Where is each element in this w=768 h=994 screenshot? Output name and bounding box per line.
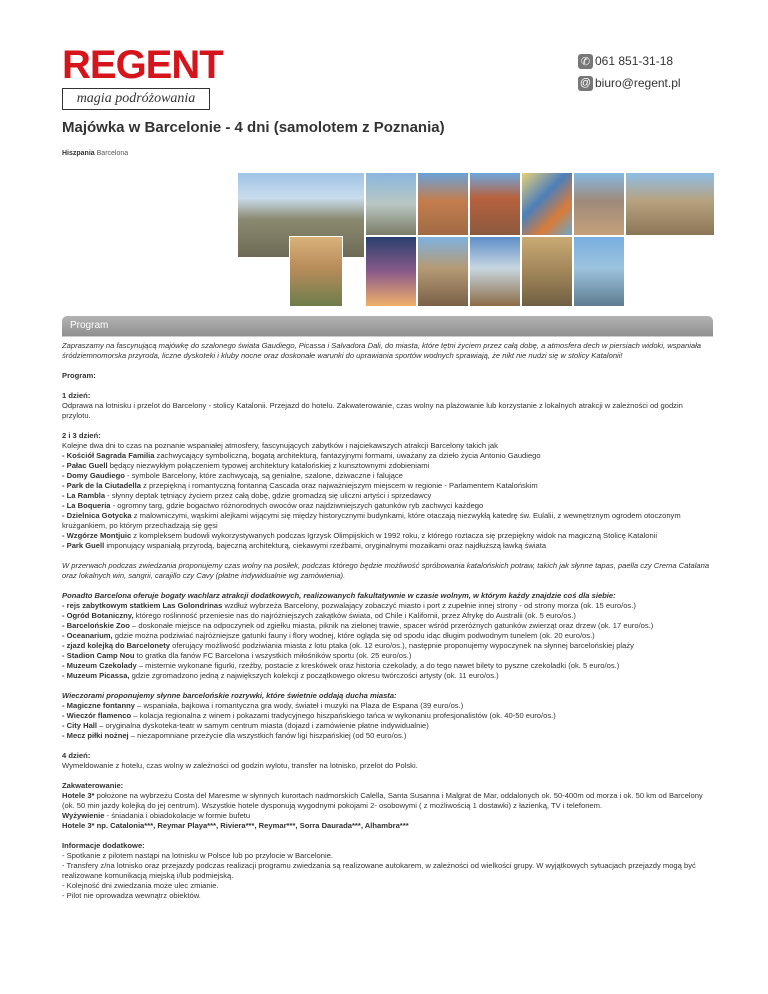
attraction-name: - Dzielnica Gotycka	[62, 511, 132, 520]
page-title: Majówka w Barcelonie - 4 dni (samolotem z Poznania)	[62, 119, 445, 136]
gallery-photo-sagrada[interactable]	[625, 172, 715, 236]
evening-item	[62, 731, 406, 740]
extra-attractions	[62, 591, 712, 681]
phone-row	[578, 52, 681, 70]
attraction-name: - Wzgórze Montjuic	[62, 531, 132, 540]
contact-box	[578, 52, 681, 96]
attraction-name: - La Boqueria	[62, 501, 111, 510]
gallery-photo-arc[interactable]	[469, 172, 521, 236]
attraction-item	[62, 471, 403, 480]
extra-name: - Muzeum Czekolady	[62, 661, 137, 670]
extra-text: oferujący możliwość podziwiania miasta z lotu ptaka (ok. 12 euro/os.), następnie proponujemy wypoczynek na słynnej barcelońskiej plaży	[170, 641, 634, 650]
extra-name: - Ogród Botaniczny,	[62, 611, 134, 620]
hotel-label: Hotele 3*	[62, 791, 95, 800]
breadcrumb	[62, 150, 128, 157]
accommodation-label: Zakwaterowanie:	[62, 781, 124, 790]
info-item: - Spotkanie z pilotem nastąpi na lotnisku w Polsce lub po przylocie w Barcelonie.	[62, 851, 333, 860]
attraction-text: - ogromny targ, gdzie bogactwo różnorodnych owoców oraz najdziwniejszych gatunków ryb zachwyci każdego	[110, 501, 484, 510]
attraction-name: - Kościół Sagrada Familia	[62, 451, 155, 460]
extra-item	[62, 661, 619, 670]
extra-name: - Stadion Camp Nou	[62, 651, 135, 660]
attraction-name: - Park de la Ciutadella	[62, 481, 141, 490]
extra-text: gdzie zgromadzono jedną z największych kolekcji z początkowego okresu twórczości artysty (ok. 11 euro/os.)	[129, 671, 499, 680]
attraction-item	[62, 501, 483, 510]
attraction-item	[62, 481, 538, 490]
gallery-photo-mosaic[interactable]	[521, 172, 573, 236]
evening-text: – wspaniała, bajkowa i romantyczna gra wody, świateł i muzyki na Plaza de Espana (39 euro/os.)	[135, 701, 464, 710]
extra-item	[62, 631, 595, 640]
attraction-text: z malowniczymi, wąskimi alejkami wijącymi się między historycznymi budynkami, które otaczają niezwykłą katedrę św. Eulalii, z wewnętrznym ogrodem otoczonym krużgankiem, po którym przechadzają się gęsi	[62, 511, 681, 530]
attraction-item	[62, 451, 541, 460]
day-1-label: 1 dzień:	[62, 391, 91, 400]
extra-name: - rejs zabytkowym statkiem Las Golondrinas	[62, 601, 223, 610]
program-label: Program:	[62, 371, 96, 380]
info-item: - Pilot nie oprowadza wewnątrz obiektów.	[62, 891, 201, 900]
info-label: Informacje dodatkowe:	[62, 841, 145, 850]
at-icon: @	[579, 77, 592, 89]
evening-item	[62, 701, 463, 710]
gallery-photo-street[interactable]	[521, 236, 573, 307]
day-4	[62, 751, 712, 771]
evening-name: - Mecz piłki nożnej	[62, 731, 129, 740]
attraction-name: - La Rambla	[62, 491, 106, 500]
attraction-name: - Pałac Guell	[62, 461, 108, 470]
phone-number[interactable]: 061 851-31-18	[595, 54, 674, 68]
day-4-text: Wymeldowanie z hotelu, czas wolny w zależności od godzin wylotu, transfer na lotnisko, przelot do Polski.	[62, 761, 418, 770]
extra-name: - Muzeum Picassa,	[62, 671, 130, 680]
evening-item	[62, 711, 556, 720]
hotel-text: położone na wybrzeżu Costa del Maresme w słynnych kurortach nadmorskich Calella, Santa Susanna i Malgrat de Mar, oddalonych ok. 50-400m od morza i ok. 50 km od Barcelony (ok. 50 min jazdy kolejką do jej centrum). Wszystkie hotele dysponują wygodnymi pokojami 2- osobowymi ( z możliwością 1 dostawki) z łazienką, TV i telefonem.	[62, 791, 703, 810]
extra-text: to gratka dla fanów FC Barcelona i wszystkich miłośników sportu (ok. 25 euro/os.)	[134, 651, 412, 660]
gallery-photo-hospital[interactable]	[417, 172, 469, 236]
hotel-examples: Hotele 3* np. Catalonia***, Reymar Playa***, Riviera***, Reymar***, Sorra Daurada***, Alhambra***	[62, 821, 409, 830]
day-1-text: Odprawa na lotnisku i przelot do Barcelony - stolicy Katalonii. Przejazd do hotelu. Zakwaterowanie, czas wolny na plażowanie lub korzystanie z lokalnych atrakcji w zależności od godzin przylotu.	[62, 401, 683, 420]
logo-tagline: magia podróżowania	[62, 88, 210, 110]
breadcrumb-city[interactable]: Barcelona	[96, 150, 129, 157]
info-item: - Kolejność dni zwiedzania może ulec zmianie.	[62, 881, 219, 890]
extra-text: – doskonałe miejsce na odpoczynek od zgiełku miasta, piknik na zielonej trawie, spacer wśród przeróżnych gatunków zwierząt oraz drzew (ok. 17 euro/os.)	[129, 621, 654, 630]
program-header[interactable]: Program	[62, 316, 713, 336]
gallery-photo-port[interactable]	[573, 236, 625, 307]
day-1	[62, 391, 712, 421]
intro-text: Zapraszamy na fascynującą majówkę do szalonego świata Gaudiego, Picassa i Salvadora Dali, do miasta, które tętni życiem przez całą dobę, a atmosfera dech w piersiach widoki, wspaniała śródziemnomorska przyroda, liczne dyskoteki i kluby nocne oraz doskonałe warunki do uprawiania sportów wodnych sprawiają, że nikt nie nudzi się w stolicy Katalonii!	[62, 341, 702, 360]
attraction-text: z przepiękną i romantyczną fontanną Cascada oraz najważniejszym miejscem w regionie - Parlamentem Katalońskim	[140, 481, 538, 490]
photo-gallery	[237, 172, 715, 307]
extra-heading: Ponadto Barcelona oferuje bogaty wachlarz atrakcji dodatkowych, realizowanych fakultatywnie w czasie wolnym, w którym każdy znajdzie coś dla siebie:	[62, 591, 616, 600]
evening-item	[62, 721, 429, 730]
food-text: - śniadania i obiadokolacje w formie bufetu	[104, 811, 251, 820]
day-2-3	[62, 431, 712, 551]
gallery-photo-night[interactable]	[365, 236, 417, 307]
free-time-text: W przerwach podczas zwiedzania proponujemy czas wolny na posiłek, podczas którego będzie możliwość spróbowania katalońskich potraw, takich jak słynne tapas, paella czy Crema Catalana oraz lokalnych win, sangrii, carajillo czy Cavy (płatne indywidualnie wg zamówienia).	[62, 561, 710, 580]
day-4-label: 4 dzień:	[62, 751, 91, 760]
gallery-photo-cathedral[interactable]	[417, 236, 469, 307]
evening-name: - Wieczór flamenco	[62, 711, 132, 720]
extra-item	[62, 611, 576, 620]
evening-heading: Wieczorami proponujemy słynne barcelońskie rozrywki, które świetnie oddają ducha miasta:	[62, 691, 397, 700]
evening-text: – niezapomniane przeżycie dla wszystkich fanów ligi hiszpańskiej (od 50 euro/os.)	[128, 731, 407, 740]
breadcrumb-country[interactable]: Hiszpania	[62, 150, 95, 157]
extra-item	[62, 641, 634, 650]
email-row	[578, 74, 681, 92]
extra-name: - Oceanarium,	[62, 631, 113, 640]
extra-text: gdzie można podziwiać najróżniejsze gatunki fauny i flory wodnej, które ogląda się od spodu idąc długim podwodnym tunelem (ok. 20 euro/os.)	[112, 631, 595, 640]
accommodation	[62, 781, 712, 831]
evening-text: – oryginalna dyskoteka-teatr w samym centrum miasta (dojazd i zamówienie płatne indywidualnie)	[97, 721, 429, 730]
attraction-text: zachwycający symboliczną, bogatą architekturą, fantazyjnymi formami, uważany za dzieło życia Antonio Gaudiego	[154, 451, 541, 460]
extra-name: - zjazd kolejką do Barcelonety	[62, 641, 171, 650]
attraction-name: - Park Guell	[62, 541, 105, 550]
extra-name: - Barcelońskie Zoo	[62, 621, 130, 630]
extra-text: wzdłuż wybrzeża Barcelony, pozwalający zobaczyć miasto i port z zupełnie innej strony - od strony morza (ok. 15 euro/os.)	[222, 601, 636, 610]
attraction-item	[62, 491, 431, 500]
extra-item	[62, 621, 653, 630]
gallery-photo-guell-house[interactable]	[573, 172, 625, 236]
regent-logo[interactable]	[62, 43, 223, 110]
evening-entertainment	[62, 691, 712, 741]
attraction-name: - Domy Gaudiego	[62, 471, 125, 480]
food-label: Wyżywienie	[62, 811, 105, 820]
day-2-3-intro: Kolejne dwa dni to czas na poznanie wspaniałej atmosfery, fascynujących zabytków i najciekawszych atrakcji Barcelony takich jak	[62, 441, 498, 450]
attraction-item	[62, 461, 429, 470]
evening-name: - Magiczne fontanny	[62, 701, 135, 710]
attraction-item	[62, 511, 681, 530]
gallery-photo-panorama[interactable]	[365, 172, 417, 236]
attraction-text: - symbole Barcelony, które zachwycają, są genialne, szalone, dziwaczne i falujące	[124, 471, 403, 480]
attraction-item	[62, 541, 546, 550]
additional-info	[62, 841, 712, 901]
phone-icon: ✆	[578, 54, 593, 69]
extra-text: – misternie wykonane figurki, rzeźby, postacie z kreskówek oraz historia czekolady, a do tego nawet bilety to pyszne czekoladki (ok. 5 euro/os.)	[136, 661, 620, 670]
evening-name: - City Hall	[62, 721, 98, 730]
evening-text: – kolacja regionalna z winem i pokazami tradycyjnego hiszpańskiego tańca w wykonaniu profesjonalistów (ok. 40-50 euro/os.)	[131, 711, 556, 720]
day-2-3-label: 2 i 3 dzień:	[62, 431, 101, 440]
info-item: - Transfery z/na lotnisko oraz przejazdy podczas realizacji programu zwiedzania są realizowane autokarem, w zależności od wielkości grupy. W wyjątkowych sytuacjach przejazdy mogą być realizowane komunikacją miejską i/lub podmiejską.	[62, 861, 696, 880]
attraction-text: z kompleksem budowli wykorzystywanych podczas Igrzysk Olimpijskich w 1992 roku, z którego roztacza się przepiękny widok na magiczną Stolicę Katalonii	[131, 531, 658, 540]
gallery-photo-fountain[interactable]	[469, 236, 521, 307]
program-content	[62, 341, 712, 911]
extra-item	[62, 601, 636, 610]
extra-item	[62, 671, 499, 680]
program-divider	[62, 336, 713, 337]
extra-item	[62, 651, 411, 660]
attraction-text: - słynny deptak tętniący życiem przez całą dobę, gdzie gromadzą się uliczni artyści i sprzedawcy	[105, 491, 432, 500]
extra-text: którego roślinność przeniesie nas do najróżniejszych zakątków świata, od Chile i Kalifornii, przez Afrykę do Australii (ok. 5 euro/os.)	[133, 611, 576, 620]
logo-wordmark: REGENT	[62, 43, 223, 87]
attraction-text: będący niezwykłym połączeniem typowej architektury katalońskiej z kunsztownymi zdobieniami	[107, 461, 430, 470]
gallery-photo-palace[interactable]	[289, 236, 343, 307]
attraction-text: imponujący wspaniałą przyrodą, bajeczną architekturą, ciekawymi rzeźbami, oryginalnymi mozaikami oraz najdłuższą ławką świata	[104, 541, 547, 550]
attraction-item	[62, 531, 657, 540]
email-address[interactable]: biuro@regent.pl	[595, 76, 681, 90]
